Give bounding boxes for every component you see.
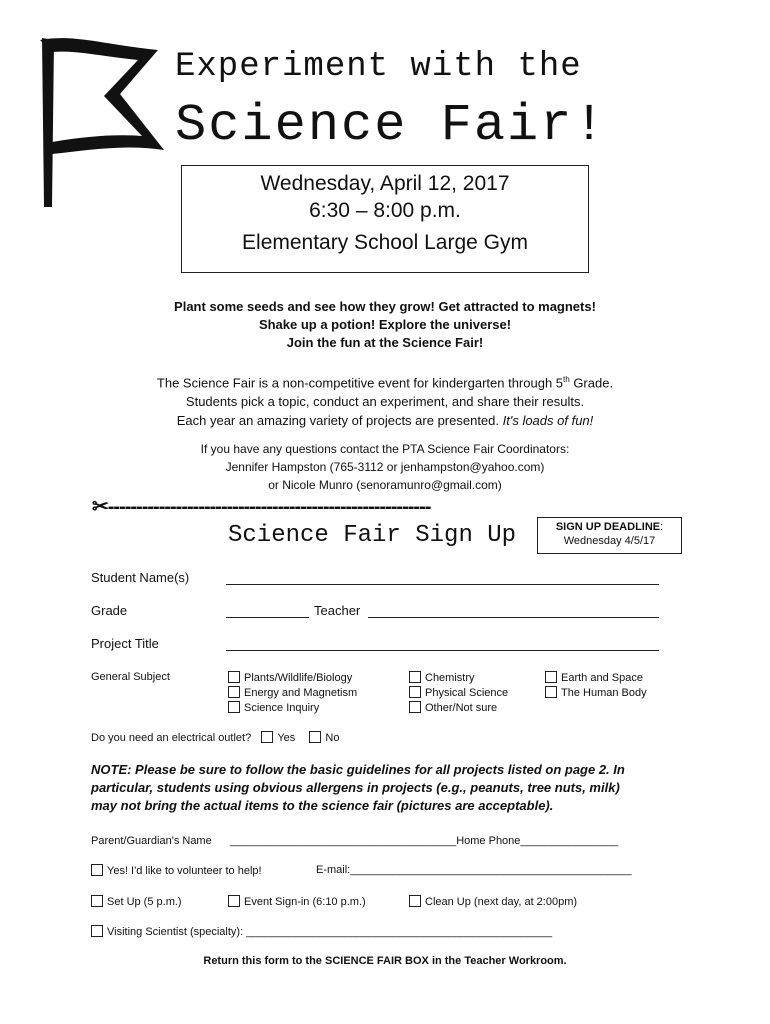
event-box [181,165,589,273]
visiting-checkbox[interactable] [91,925,103,937]
teacher-label: Teacher [314,603,361,618]
checkbox[interactable] [409,701,421,713]
grade-label: Grade [91,603,128,618]
checkbox[interactable] [409,686,421,698]
project-title-label: Project Title [91,636,159,651]
cleanup-option[interactable]: Clean Up (next day, at 2:00pm) [409,895,577,908]
visiting-row [91,925,552,938]
description-3: Each year an amazing variety of projects are presented. It's loads of fun! [176,413,594,429]
visiting-label: Visiting Scientist (specialty): [107,926,244,938]
event-location: Elementary School Large Gym [242,231,528,254]
contact-2: Jennifer Hampston (765-3112 or jenhampston@yahoo.com) [225,460,545,474]
checkbox[interactable] [228,686,240,698]
checkbox[interactable] [545,686,557,698]
home-phone-field[interactable]: ________________ [520,835,619,847]
note: NOTE: Please be sure to follow the basic guidelines for all projects listed on page 2. In particular, students using obvious allergens in projects (e.g., peanuts, tree nuts, milk) may not bring the actual items to the science fair (pictures are acceptable). [91,762,625,813]
description-2: Students pick a topic, conduct an experiment, and share their results. [185,394,585,410]
checkbox[interactable] [228,671,240,683]
parent-name-field[interactable]: _____________________________________ [229,835,457,847]
email-field[interactable]: ______________________________________________ [350,864,632,876]
title-line-1: Experiment with the [175,48,582,86]
setup-checkbox[interactable] [91,895,103,907]
grade-field[interactable] [226,617,309,618]
deadline-box: SIGN UP DEADLINE: Wednesday 4/5/17 [537,517,682,554]
cleanup-checkbox[interactable] [409,895,421,907]
cut-line: ✂--------------------------------------------------------- [92,496,431,518]
subject-human-body[interactable]: The Human Body [545,686,647,701]
subject-earth[interactable]: Earth and Space [545,671,643,686]
general-subject-label: General Subject [91,671,170,683]
signup-title: Science Fair Sign Up [228,522,517,549]
teacher-field[interactable] [368,617,659,618]
signin-checkbox[interactable] [228,895,240,907]
description-1: The Science Fair is a non-competitive event for kindergarten through 5th Grade. [156,375,614,391]
email-label: E-mail: [316,864,351,876]
signin-option[interactable]: Event Sign-in (6:10 p.m.) [228,895,366,908]
subject-plants[interactable]: Plants/Wildlife/Biology [228,671,352,686]
parent-name-label: Parent/Guardian's Name [91,835,212,847]
outlet-yes-label: Yes [277,732,296,744]
subject-physical[interactable]: Physical Science [409,686,508,701]
outlet-row [91,731,339,744]
parent-row [91,835,618,847]
volunteer-row [91,864,262,877]
setup-option[interactable]: Set Up (5 p.m.) [91,895,182,908]
tagline-3: Join the fun at the Science Fair! [286,335,484,350]
contact-1: If you have any questions contact the PTA Science Fair Coordinators: [200,442,570,456]
deadline-date: Wednesday 4/5/17 [563,535,656,547]
outlet-yes-checkbox[interactable] [261,731,273,743]
event-time: 6:30 – 8:00 p.m. [309,199,461,222]
outlet-no-label: No [325,732,340,744]
event-date: Wednesday, April 12, 2017 [260,172,510,195]
flag-icon [30,32,170,210]
subject-other[interactable]: Other/Not sure [409,701,497,716]
student-name-field[interactable] [226,584,659,585]
checkbox[interactable] [545,671,557,683]
volunteer-label: Yes! I'd like to volunteer to help! [107,865,262,877]
checkbox[interactable] [228,701,240,713]
outlet-question: Do you need an electrical outlet? [91,732,252,744]
checkbox[interactable] [409,671,421,683]
visiting-field[interactable]: __________________________________________________ [246,926,553,938]
volunteer-checkbox[interactable] [91,864,103,876]
subject-energy[interactable]: Energy and Magnetism [228,686,357,701]
subject-chemistry[interactable]: Chemistry [409,671,475,686]
contact-3: or Nicole Munro (senoramunro@gmail.com) [268,478,502,492]
footer-instructions: Return this form to the SCIENCE FAIR BOX in the Teacher Workroom. [203,955,567,967]
tagline-2: Shake up a potion! Explore the universe! [258,317,512,332]
project-title-field[interactable] [226,650,659,651]
title-line-2: Science Fair! [175,96,607,155]
subject-inquiry[interactable]: Science Inquiry [228,701,319,716]
student-name-label: Student Name(s) [91,570,190,585]
home-phone-label: Home Phone [456,835,521,847]
outlet-no-checkbox[interactable] [309,731,321,743]
email-row [316,864,632,876]
tagline-1: Plant some seeds and see how they grow! Get attracted to magnets! [174,299,596,314]
deadline-label: SIGN UP DEADLINE [555,521,661,533]
